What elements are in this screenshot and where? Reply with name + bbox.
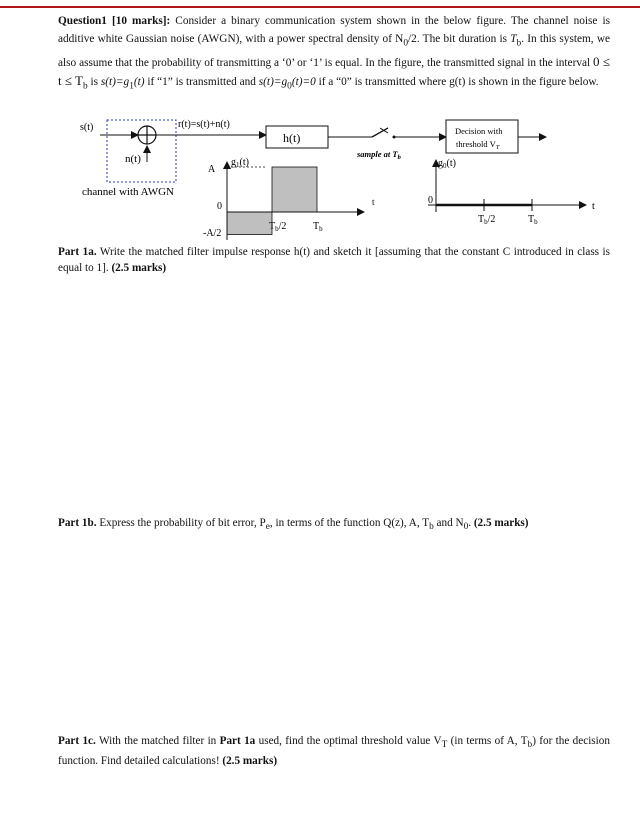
part-1c: Part 1c. With the matched filter in Part 1a used, find the optimal threshold value $V_T$ (in terms of A, $T_b$) for the decision function. Find detailed calculations! (2.5 marks)	[58, 735, 610, 768]
noise-label: n(t)	[125, 153, 141, 165]
g0-zero: 0	[428, 195, 433, 206]
question-heading: Question1 [10 marks]:	[58, 15, 171, 27]
question-text: Question1 [10 marks]: Consider a binary communication system shown in the below figure. The channel noise is additive white Gaussian noise (AWGN), with a power spectral density of $N_0/2$. The bit duration is $T_b$. In this system, we also assume that the probability of transmitting a ‘0’ or ‘1’ is equal. In the figure, the transmitted signal in the interval $0 \le t \le T_b$ is $s(t)=g_1(t)$ if “1” is transmitted and $s(t)=g_0(t)=0$ if a “0” is transmitted where g(t) is shown in the figure below.	[58, 15, 610, 92]
s-label: s(t)	[80, 122, 94, 133]
part-1b: Part 1b. Express the probability of bit error, $P_e$, in terms of the function Q(z), A, $T_b$ and $N_0$. (2.5 marks)	[58, 517, 529, 533]
adder-icon	[138, 126, 156, 144]
g1-t-half: $T_b/2$	[269, 221, 287, 233]
part-1a: Part 1a. Write the matched filter impulse response h(t) and sketch it [assuming that the constant C introduced in class is equal to 1]. (2.5 marks)	[58, 246, 610, 274]
sample-label: sample at $T_b$	[357, 149, 401, 161]
g1-t-full: $T_b$	[313, 221, 323, 233]
g0-label: $g_0(t)$	[438, 158, 456, 170]
g0-axis-label: t	[592, 201, 595, 212]
decision-line1: Decision with	[455, 126, 503, 136]
g1-amp-pos: A	[208, 164, 216, 175]
g1-positive-pulse	[272, 167, 317, 212]
g0-t-full: $T_b$	[528, 214, 538, 226]
g0-plot	[428, 158, 595, 226]
r-label: r(t)=s(t)+n(t)	[178, 119, 230, 130]
g1-amp-neg: -A/2	[203, 228, 222, 239]
filter-label: h(t)	[283, 131, 301, 145]
channel-box	[107, 120, 176, 182]
g0-t-half: $T_b/2$	[478, 214, 496, 226]
g1-zero: 0	[217, 201, 222, 212]
g1-plot	[203, 157, 375, 240]
g1-label: $g_1(t)$	[231, 157, 249, 169]
g1-axis-label: t	[372, 197, 375, 207]
channel-label: channel with AWGN	[82, 186, 174, 198]
g1-negative-pulse	[227, 212, 272, 235]
decision-line2: threshold $V_T$	[456, 139, 500, 151]
system-figure	[0, 0, 640, 250]
sampler-switch-icon	[372, 128, 396, 139]
